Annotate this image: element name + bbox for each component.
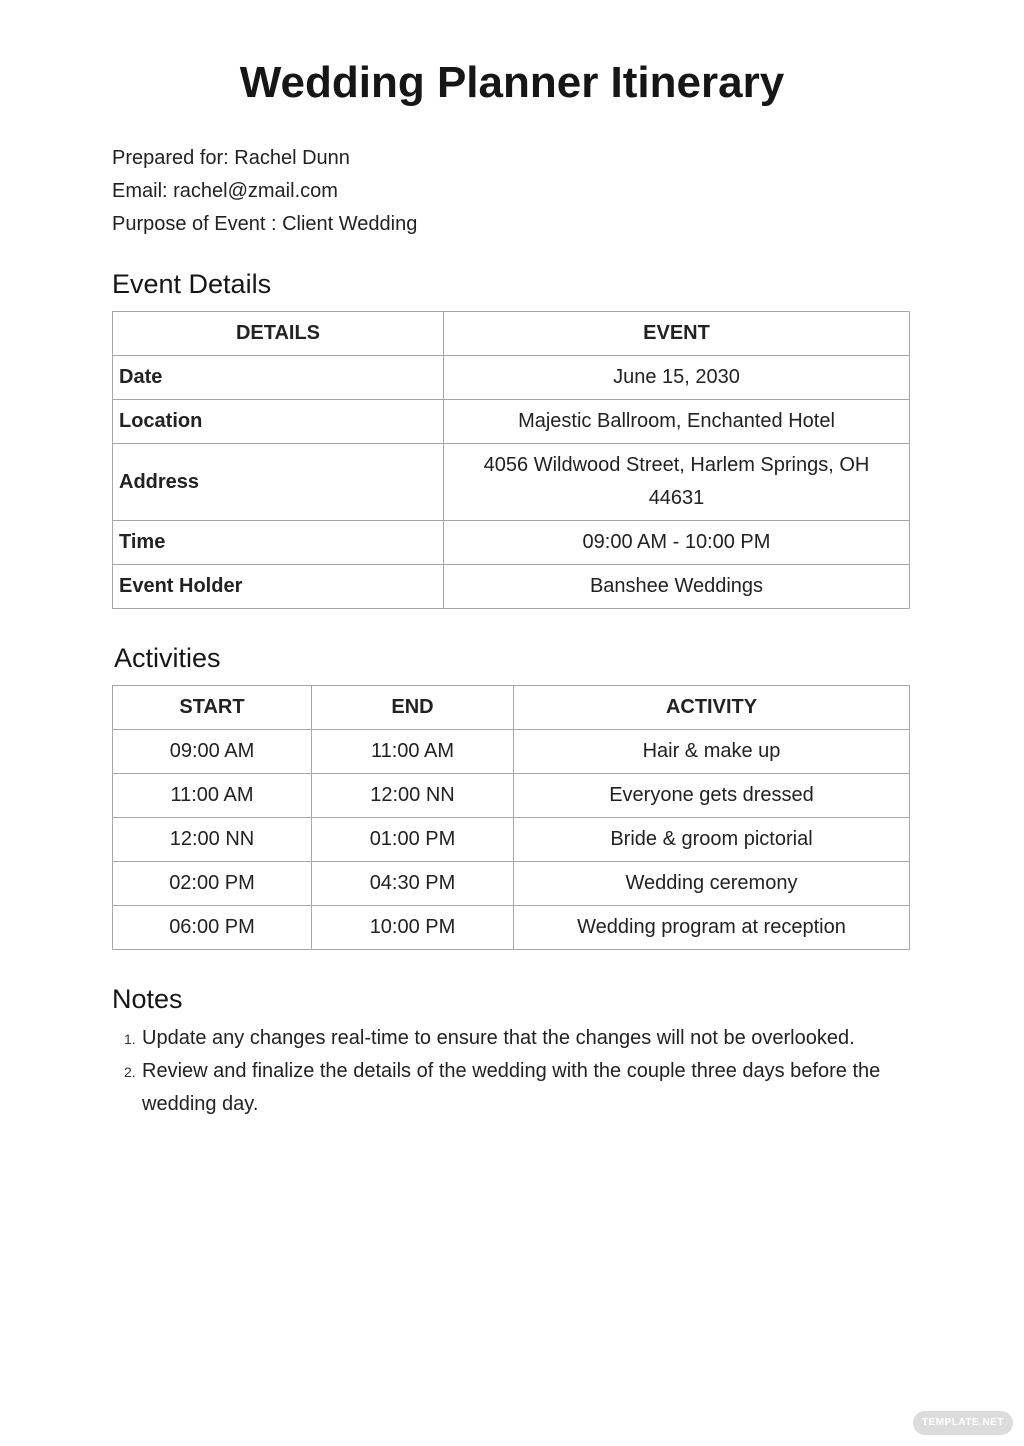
detail-value: 4056 Wildwood Street, Harlem Springs, OH 44631 bbox=[444, 444, 910, 521]
end-time: 12:00 NN bbox=[312, 774, 514, 818]
end-time: 11:00 AM bbox=[312, 730, 514, 774]
detail-value: June 15, 2030 bbox=[444, 356, 910, 400]
table-row bbox=[113, 906, 910, 950]
start-time: 06:00 PM bbox=[113, 906, 312, 950]
end-time: 04:30 PM bbox=[312, 862, 514, 906]
column-header: DETAILS bbox=[113, 312, 444, 356]
event-details-table bbox=[112, 311, 910, 609]
start-time: 11:00 AM bbox=[113, 774, 312, 818]
note-text: Update any changes real-time to ensure that the changes will not be overlooked. bbox=[142, 1027, 855, 1049]
activity-name: Bride & groom pictorial bbox=[514, 818, 910, 862]
notes-list bbox=[112, 1022, 902, 1121]
column-header: START bbox=[113, 686, 312, 730]
table-row bbox=[113, 565, 910, 609]
table-row bbox=[113, 774, 910, 818]
column-header: EVENT bbox=[444, 312, 910, 356]
table-row bbox=[113, 400, 910, 444]
detail-label: Time bbox=[113, 521, 444, 565]
end-time: 01:00 PM bbox=[312, 818, 514, 862]
table-row bbox=[113, 444, 910, 521]
list-item bbox=[112, 1055, 902, 1121]
list-number: 1. bbox=[124, 1031, 136, 1047]
client-info bbox=[112, 142, 417, 241]
column-header: END bbox=[312, 686, 514, 730]
detail-label: Date bbox=[113, 356, 444, 400]
table-row bbox=[113, 521, 910, 565]
end-time: 10:00 PM bbox=[312, 906, 514, 950]
activities-table bbox=[112, 685, 910, 950]
table-header-row bbox=[113, 686, 910, 730]
activity-name: Everyone gets dressed bbox=[514, 774, 910, 818]
page-title: Wedding Planner Itinerary bbox=[239, 58, 785, 107]
detail-label: Location bbox=[113, 400, 444, 444]
start-time: 09:00 AM bbox=[113, 730, 312, 774]
column-header: ACTIVITY bbox=[514, 686, 910, 730]
activity-name: Wedding program at reception bbox=[514, 906, 910, 950]
activities-heading: Activities bbox=[114, 643, 221, 673]
detail-value: Banshee Weddings bbox=[444, 565, 910, 609]
note-text: Review and finalize the details of the wedding with the couple three days before the wedding day. bbox=[142, 1060, 881, 1115]
table-header-row bbox=[113, 312, 910, 356]
detail-value: Majestic Ballroom, Enchanted Hotel bbox=[444, 400, 910, 444]
detail-label: Event Holder bbox=[113, 565, 444, 609]
table-row bbox=[113, 730, 910, 774]
activity-name: Hair & make up bbox=[514, 730, 910, 774]
detail-label: Address bbox=[113, 444, 444, 521]
start-time: 02:00 PM bbox=[113, 862, 312, 906]
event-purpose: Purpose of Event : Client Wedding bbox=[112, 213, 418, 235]
event-details-heading: Event Details bbox=[112, 269, 272, 299]
watermark-badge: TEMPLATE.NET bbox=[913, 1411, 1013, 1435]
list-item bbox=[112, 1022, 902, 1055]
table-row bbox=[113, 818, 910, 862]
prepared-for: Prepared for: Rachel Dunn bbox=[112, 147, 350, 169]
start-time: 12:00 NN bbox=[113, 818, 312, 862]
list-number: 2. bbox=[124, 1064, 136, 1080]
table-row bbox=[113, 356, 910, 400]
detail-value: 09:00 AM - 10:00 PM bbox=[444, 521, 910, 565]
table-row bbox=[113, 862, 910, 906]
activity-name: Wedding ceremony bbox=[514, 862, 910, 906]
client-email: Email: rachel@zmail.com bbox=[112, 180, 338, 202]
notes-heading: Notes bbox=[112, 984, 183, 1014]
